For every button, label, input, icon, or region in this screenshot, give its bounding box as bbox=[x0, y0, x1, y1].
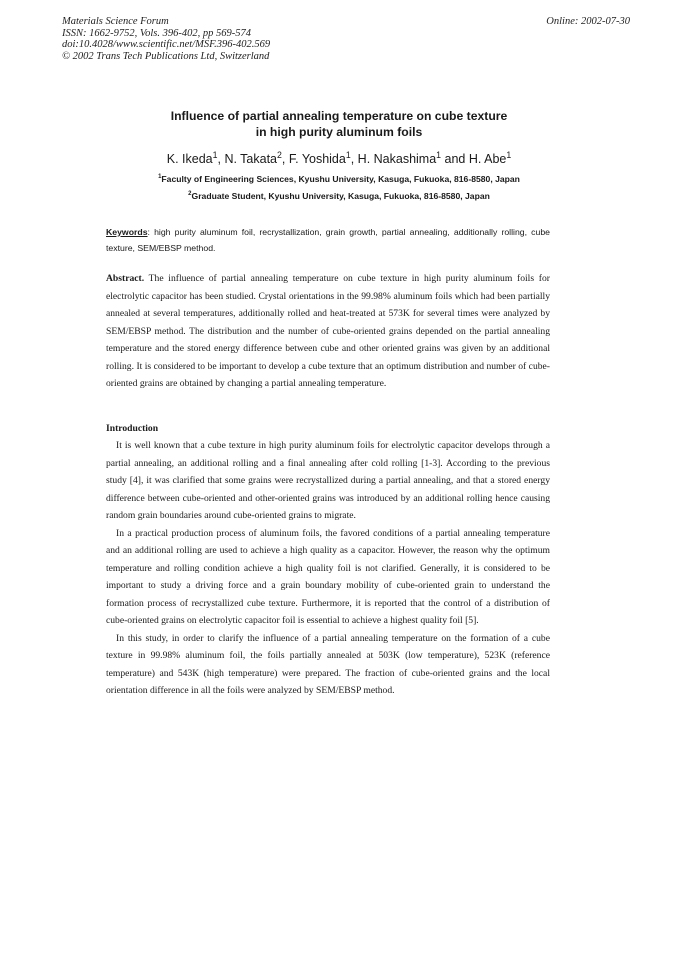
paragraph: It is well known that a cube texture in high purity aluminum foils for electrolytic capacitor develops through a partial annealing, an additional rolling and a final annealing after cold rolling [1-3]. According to the previous study [4], it was clarified that some grains were recrystallized during a partial annealing, and that a stored energy difference between cube-oriented and other-oriented grains was introduced by an additional rolling hence causing random grain boundaries around cube-oriented grains to migrate. bbox=[106, 440, 550, 521]
issn-line: ISSN: 1662-9752, Vols. 396-402, pp 569-574 bbox=[62, 27, 251, 39]
affiliation-1: $^1$Faculty of Engineering Sciences, Kyushu University, Kasuga, Fukuoka, 816-8580, Japan bbox=[158, 174, 520, 184]
doi-line: doi:10.4028/www.scientific.net/MSF.396-402.569 bbox=[62, 39, 271, 50]
title-line-2: in high purity aluminum foils bbox=[255, 125, 423, 139]
abstract-text: The influence of partial annealing temperature on cube texture in high purity aluminum foils for electrolytic capacitor has been studied. Crystal orientations in the 99.98% aluminum foils which had been partially annealed at several temperatures, additionally rolled and heat-treated at 573K for several times were analyzed by SEM/EBSP method. The distribution and the number of cube-oriented grains depended on the partial annealing temperature and the stored energy difference between cube and other oriented grains was given by an additional rolling. It is considered to be important to develop a cube texture that an optimum distribution and number of cube-oriented grains are obtained by changing a partial annealing temperature. bbox=[106, 273, 550, 389]
paragraph: In this study, in order to clarify the influence of a partial annealing temperature on the formation of a cube texture in 99.98% aluminum foil, the foils partially annealed at 503K (low temperature), 523K (reference temperature) and 543K (high temperature) were prepared. The fraction of cube-oriented grains and the local orientation difference in all the foils were analyzed by SEM/EBSP method. bbox=[106, 632, 550, 696]
author: K. Ikeda$^1$, bbox=[166, 149, 225, 166]
author: F. Yoshida$^1$, bbox=[288, 149, 358, 166]
author: H. Abe$^1$ bbox=[468, 149, 512, 166]
online-date: Online: 2002-07-30 bbox=[546, 16, 630, 27]
introduction-body bbox=[106, 437, 550, 700]
introduction-heading: Introduction bbox=[106, 423, 159, 434]
copyright-line: © 2002 Trans Tech Publications Ltd, Switzerland bbox=[62, 50, 270, 62]
journal-name: Materials Science Forum bbox=[62, 16, 169, 27]
paper-title bbox=[0, 108, 678, 140]
keywords-label: Keywords bbox=[106, 227, 148, 237]
keywords bbox=[106, 224, 550, 256]
abstract bbox=[106, 270, 550, 393]
author-list bbox=[0, 149, 678, 166]
affiliation-2: $^2$Graduate Student, Kyushu University, Kasuga, Fukuoka, 816-8580, Japan bbox=[188, 191, 490, 201]
title-line-1: Influence of partial annealing temperature on cube texture bbox=[170, 109, 508, 123]
author: N. Takata$^2$, bbox=[224, 149, 289, 166]
author: H. Nakashima$^1$ and bbox=[357, 149, 469, 166]
abstract-label: Abstract. bbox=[106, 273, 145, 284]
keywords-text: : high purity aluminum foil, recrystallization, grain growth, partial annealing, additionally rolling, cube texture, SEM/EBSP method. bbox=[106, 227, 550, 253]
paragraph: In a practical production process of aluminum foils, the favored conditions of a partial annealing temperature and an additional rolling are used to achieve a high quality as a capacitor. However, the reason why the optimum temperature and rolling condition achieve a high quality foil is not clarified. Generally, it is considered to be important to study a driving force and a grain boundary mobility of cube-oriented grain to understand the formation process of recrystallized cube texture. Furthermore, it is reported that the control of a distribution of cube-oriented grains on electrolytic capacitor foil is essential to achieve a highest quality foil [5]. bbox=[106, 527, 550, 626]
journal-header bbox=[62, 16, 270, 62]
